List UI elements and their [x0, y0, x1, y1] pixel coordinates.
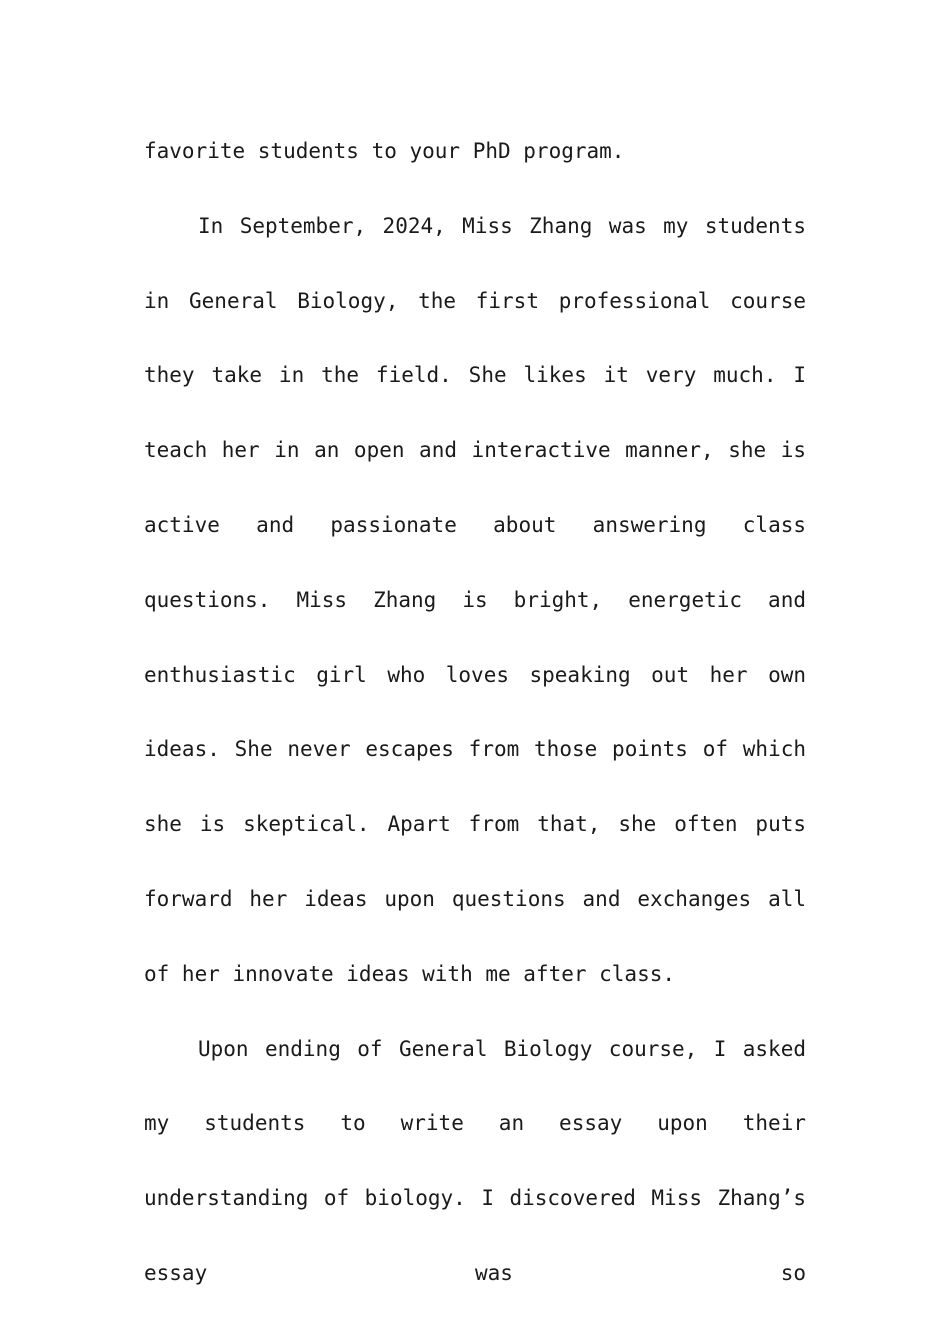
- document-body: [144, 114, 806, 1311]
- paragraph-continuation: favorite students to your PhD program.: [144, 139, 625, 163]
- paragraph-essay: Upon ending of General Biology course, I asked my students to write an essay upon their understanding of biology. I discovered Miss Zhang’s essay was so: [144, 1036, 806, 1285]
- paragraph-course-experience: In September, 2024, Miss Zhang was my students in General Biology, the first professional course they take in the field. She likes it very much. I teach her in an open and interactive manner, she is active and passionate about answering class questions. Miss Zhang is bright, energetic and enthusiastic girl who loves speaking out her own ideas. She never escapes from those points of which she is skeptical. Apart from that, she often puts forward her ideas upon questions and exchanges all of her innovate ideas with me after class.: [144, 213, 806, 986]
